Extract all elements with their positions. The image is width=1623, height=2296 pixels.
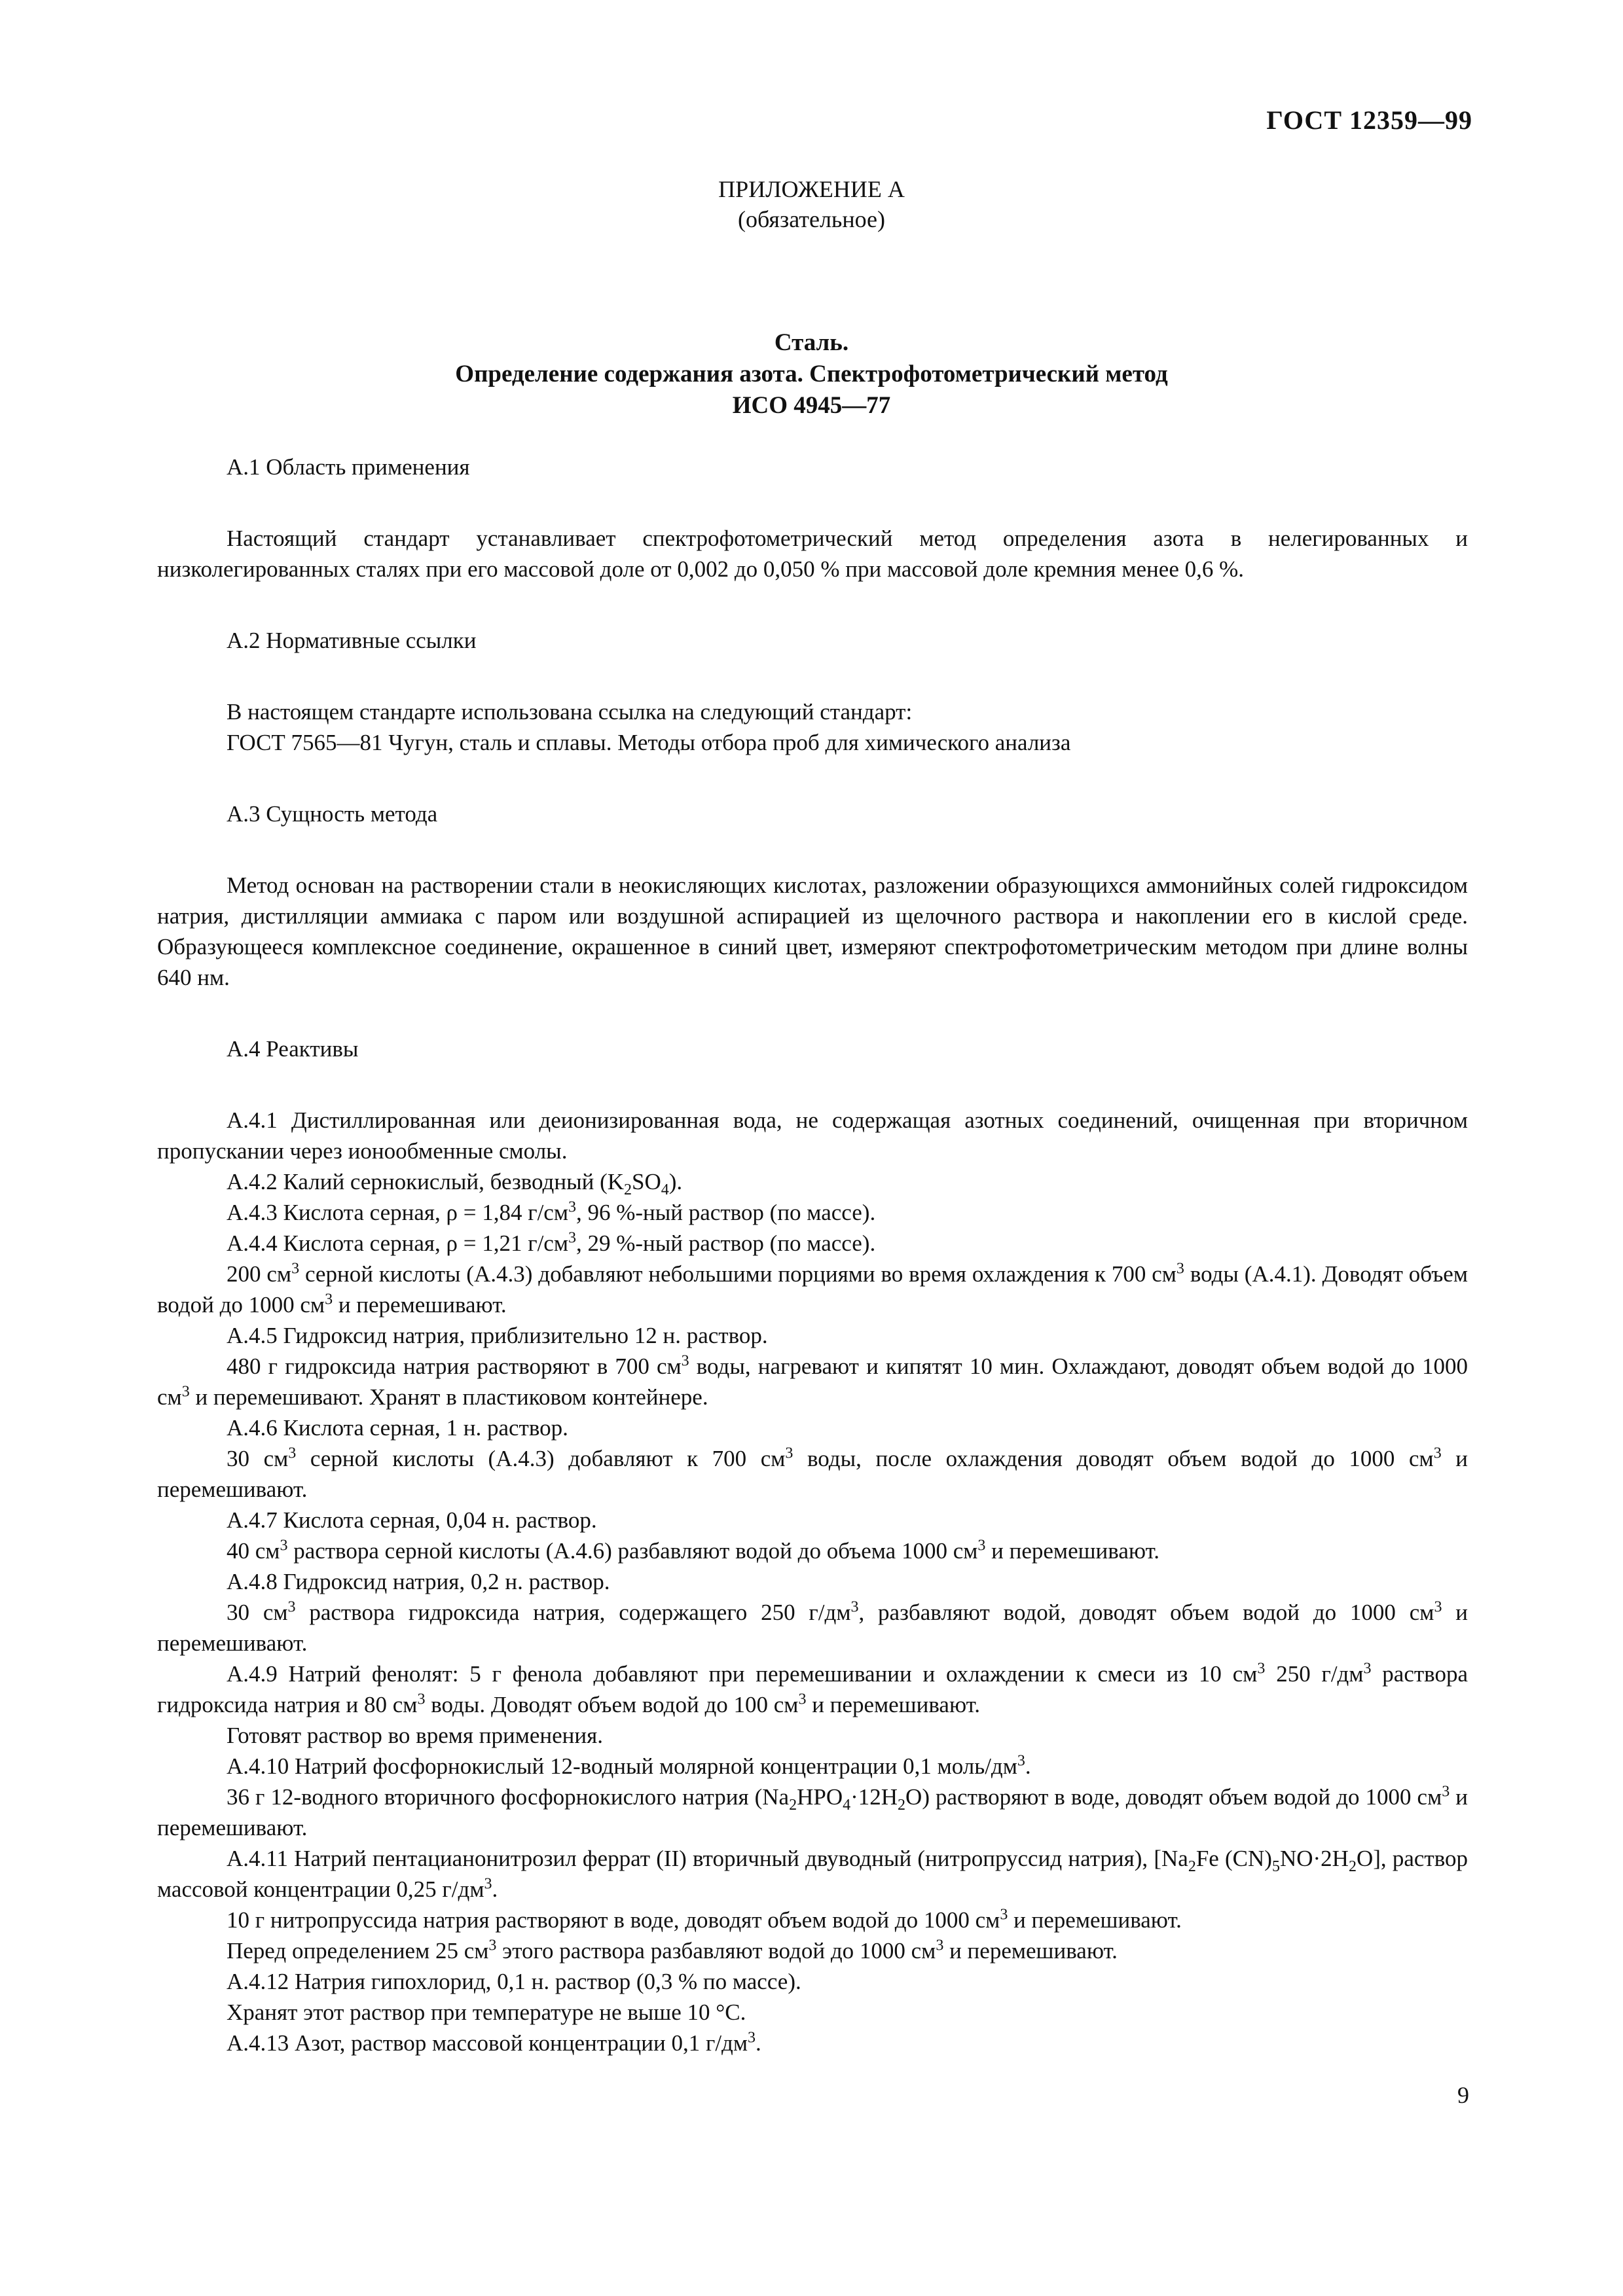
section-heading-a2: А.2 Нормативные ссылки <box>227 628 477 653</box>
title-line-3: ИСО 4945—77 <box>732 392 891 419</box>
reagent-paragraph: Готовят раствор во время применения. <box>227 1723 603 1748</box>
reagent-paragraph: А.4.6 Кислота серная, 1 н. раствор. <box>227 1415 568 1441</box>
reagent-paragraph: А.4.4 Кислота серная, ρ = 1,21 $г/см^3$, 29 %-ный раствор (по массе). <box>227 1229 876 1256</box>
page-number: 9 <box>1457 2082 1469 2108</box>
annex-heading <box>0 174 1623 234</box>
title-line-2: Определение содержания азота. Спектрофотометрический метод <box>455 361 1168 387</box>
section-a1-text: Настоящий стандарт устанавливает спектрофотометрический метод определения азота в нелегированных и низколегированных сталях при его массовой доле от 0,002 до 0,050 % при массовой доле кремния менее 0,6 %. <box>157 526 1468 582</box>
section-heading-a1: А.1 Область применения <box>227 454 470 480</box>
reagent-paragraph: А.4.10 Натрий фосфорнокислый 12-водный молярной концентрации 0,1 моль/$дм^3$. <box>227 1752 1031 1779</box>
document-id: ГОСТ 12359—99 <box>1266 105 1472 135</box>
section-a2-text-1: В настоящем стандарте использована ссылка на следующий стандарт: <box>227 699 913 725</box>
reagent-paragraph: А.4.2 Калий сернокислый, безводный $(K_2SO_4)$. <box>227 1169 683 1198</box>
document-title <box>0 327 1623 422</box>
section-a3-text: Метод основан на растворении стали в неокисляющих кислотах, разложении образующихся аммонийных солей гидроксидом натрия, дистилляции аммиака с паром или воздушной аспирацией из щелочного раствора и накоплении его в кислой среде. Образующееся комплексное соединение, окрашенное в синий цвет, измеряют спектрофотометрическим методом при длине волны 640 нм. <box>157 872 1468 990</box>
section-a2-text-2: ГОСТ 7565—81 Чугун, сталь и сплавы. Методы отбора проб для химического анализа <box>227 730 1071 755</box>
reagent-paragraph: 480 г гидроксида натрия растворяют в 700 $см^3$ воды, нагревают и кипятят 10 мин. Охлаждают, доводят объем водой до 1000 $см^3$ и перемешивают. Хранят в пластиковом контейнере. <box>157 1352 1468 1410</box>
annex-title: ПРИЛОЖЕНИЕ А <box>718 176 905 202</box>
reagent-paragraph: 10 г нитропруссида натрия растворяют в воде, доводят объем водой до 1000 $см^3$ и перемешивают. <box>227 1906 1182 1933</box>
reagent-paragraph: А.4.5 Гидроксид натрия, приблизительно 12 н. раствор. <box>227 1323 768 1348</box>
reagent-paragraph: 30 $см^3$ раствора гидроксида натрия, содержащего 250 $г/дм^3$, разбавляют водой, доводят объем водой до 1000 $см^3$ и перемешивают. <box>157 1598 1468 1656</box>
reagent-paragraph: А.4.8 Гидроксид натрия, 0,2 н. раствор. <box>227 1569 610 1594</box>
reagent-paragraph: А.4.3 Кислота серная, ρ = 1,84 $г/см^3$, 96 %-ный раствор (по массе). <box>227 1198 876 1225</box>
section-heading-a3: А.3 Сущность метода <box>227 801 438 827</box>
reagent-paragraph: А.4.12 Натрия гипохлорид, 0,1 н. раствор (0,3 % по массе). <box>227 1969 801 1994</box>
reagent-paragraph: 30 $см^3$ серной кислоты (А.4.3) добавляют к 700 $см^3$ воды, после охлаждения доводят объем водой до 1000 $см^3$ и перемешивают. <box>157 1444 1468 1502</box>
reagent-paragraph: А.4.11 Натрий пентацианонитрозил феррат (II) вторичный двуводный (нитропруссид натрия), [$Na_2Fe$ $(CN)_5NO\cdot 2H_2O$], раствор массовой концентрации 0,25 $г/дм^3$. <box>157 1846 1468 1902</box>
reagent-paragraph: Перед определением 25 $см^3$ этого раствора разбавляют водой до 1000 $см^3$ и перемешивают. <box>227 1937 1118 1964</box>
reagent-paragraph: А.4.9 Натрий фенолят: 5 г фенола добавляют при перемешивании и охлаждении к смеси из 10 $см^3$ 250 $г/дм^3$ раствора гидроксида натрия и 80 $см^3$ воды. Доводят объем водой до 100 $см^3$ и перемешивают. <box>157 1660 1468 1717</box>
reagent-paragraph: 40 $см^3$ раствора серной кислоты (А.4.6) разбавляют водой до объема 1000 $см^3$ и перемешивают. <box>227 1537 1159 1564</box>
annex-subtitle: (обязательное) <box>738 206 885 232</box>
document-body <box>157 452 1468 2058</box>
reagent-paragraph: А.4.13 Азот, раствор массовой концентрации 0,1 $г/дм^3$. <box>227 2029 761 2056</box>
reagent-paragraph: 36 г 12-водного вторичного фосфорнокислого натрия $(Na_2HPO_4\cdot 12H_2O)$ растворяют в воде, доводят объем водой до 1000 $см^3$ и перемешивают. <box>157 1783 1468 1840</box>
reagent-paragraph: Хранят этот раствор при температуре не выше 10 °С. <box>227 2000 746 2025</box>
reagent-paragraph: 200 $см^3$ серной кислоты (А.4.3) добавляют небольшими порциями во время охлаждения к 700 $см^3$ воды (А.4.1). Доводят объем водой до 1000 $см^3$ и перемешивают. <box>157 1260 1468 1318</box>
title-line-1: Сталь. <box>774 329 849 356</box>
reagent-paragraph: А.4.7 Кислота серная, 0,04 н. раствор. <box>227 1507 597 1533</box>
reagent-paragraph: А.4.1 Дистиллированная или деионизированная вода, не содержащая азотных соединений, очищенная при вторичном пропускании через ионообменные смолы. <box>157 1107 1468 1164</box>
section-heading-a4: А.4 Реактивы <box>227 1036 359 1062</box>
